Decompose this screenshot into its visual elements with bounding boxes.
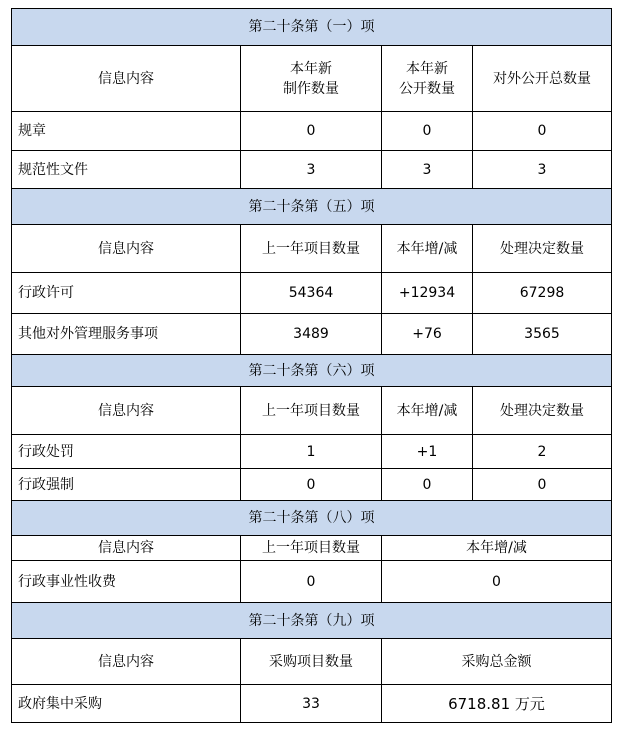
cell-value: 3 xyxy=(382,151,473,189)
section-title: 第二十条第（八）项 xyxy=(12,501,612,536)
cell-value: 0 xyxy=(382,561,612,603)
col-header-line: 本年新 xyxy=(290,60,332,77)
col-header-info: 信息内容 xyxy=(12,536,241,561)
col-header-change: 本年增/减 xyxy=(382,387,473,435)
row-label: 其他对外管理服务事项 xyxy=(12,314,241,355)
cell-value: 54364 xyxy=(241,273,382,314)
cell-value: 6718.81 万元 xyxy=(382,685,612,723)
section-title: 第二十条第（九）项 xyxy=(12,603,612,639)
table-row xyxy=(12,273,612,314)
col-header-line: 本年新 xyxy=(406,60,448,77)
cell-value: 3 xyxy=(473,151,612,189)
col-header-line: 公开数量 xyxy=(399,80,455,97)
row-label: 行政处罚 xyxy=(12,435,241,469)
row-label: 规章 xyxy=(12,112,241,151)
cell-value: 0 xyxy=(473,469,612,501)
col-header-info: 信息内容 xyxy=(12,639,241,685)
column-header-row xyxy=(12,639,612,685)
section-title: 第二十条第（五）项 xyxy=(12,189,612,225)
table-row xyxy=(12,469,612,501)
cell-value: 0 xyxy=(241,112,382,151)
column-header-row xyxy=(12,536,612,561)
column-header-row xyxy=(12,225,612,273)
table-row xyxy=(12,435,612,469)
col-header-prev-year: 上一年项目数量 xyxy=(241,536,382,561)
row-label: 规范性文件 xyxy=(12,151,241,189)
section-header xyxy=(12,189,612,225)
table-row xyxy=(12,151,612,189)
section-title: 第二十条第（六）项 xyxy=(12,355,612,387)
cell-value: 3565 xyxy=(473,314,612,355)
cell-value: 0 xyxy=(473,112,612,151)
cell-value: 33 xyxy=(241,685,382,723)
col-header-purchase-amount: 采购总金额 xyxy=(382,639,612,685)
section-header xyxy=(12,9,612,46)
cell-value: +76 xyxy=(382,314,473,355)
col-header-info: 信息内容 xyxy=(12,225,241,273)
cell-value: 3489 xyxy=(241,314,382,355)
section-header xyxy=(12,501,612,536)
col-header-new-public xyxy=(382,46,473,112)
cell-value: 2 xyxy=(473,435,612,469)
cell-value: 1 xyxy=(241,435,382,469)
cell-value: 0 xyxy=(382,469,473,501)
section-title: 第二十条第（一）项 xyxy=(12,9,612,46)
col-header-prev-year: 上一年项目数量 xyxy=(241,225,382,273)
cell-value: 0 xyxy=(241,469,382,501)
row-label: 行政事业性收费 xyxy=(12,561,241,603)
disclosure-table xyxy=(11,8,612,723)
cell-value: 0 xyxy=(382,112,473,151)
col-header-total-public: 对外公开总数量 xyxy=(473,46,612,112)
col-header-info: 信息内容 xyxy=(12,46,241,112)
table-row xyxy=(12,112,612,151)
row-label: 政府集中采购 xyxy=(12,685,241,723)
cell-value: 3 xyxy=(241,151,382,189)
cell-value: +1 xyxy=(382,435,473,469)
column-header-row xyxy=(12,46,612,112)
cell-value: 0 xyxy=(241,561,382,603)
table-row xyxy=(12,561,612,603)
table-row xyxy=(12,685,612,723)
col-header-decisions: 处理决定数量 xyxy=(473,387,612,435)
col-header-line: 制作数量 xyxy=(283,80,339,97)
col-header-change: 本年增/减 xyxy=(382,536,612,561)
col-header-info: 信息内容 xyxy=(12,387,241,435)
col-header-prev-year: 上一年项目数量 xyxy=(241,387,382,435)
cell-value: 67298 xyxy=(473,273,612,314)
row-label: 行政许可 xyxy=(12,273,241,314)
col-header-new-made xyxy=(241,46,382,112)
cell-value: +12934 xyxy=(382,273,473,314)
col-header-change: 本年增/减 xyxy=(382,225,473,273)
row-label: 行政强制 xyxy=(12,469,241,501)
column-header-row xyxy=(12,387,612,435)
col-header-purchase-count: 采购项目数量 xyxy=(241,639,382,685)
section-header xyxy=(12,603,612,639)
section-header xyxy=(12,355,612,387)
col-header-decisions: 处理决定数量 xyxy=(473,225,612,273)
table-row xyxy=(12,314,612,355)
